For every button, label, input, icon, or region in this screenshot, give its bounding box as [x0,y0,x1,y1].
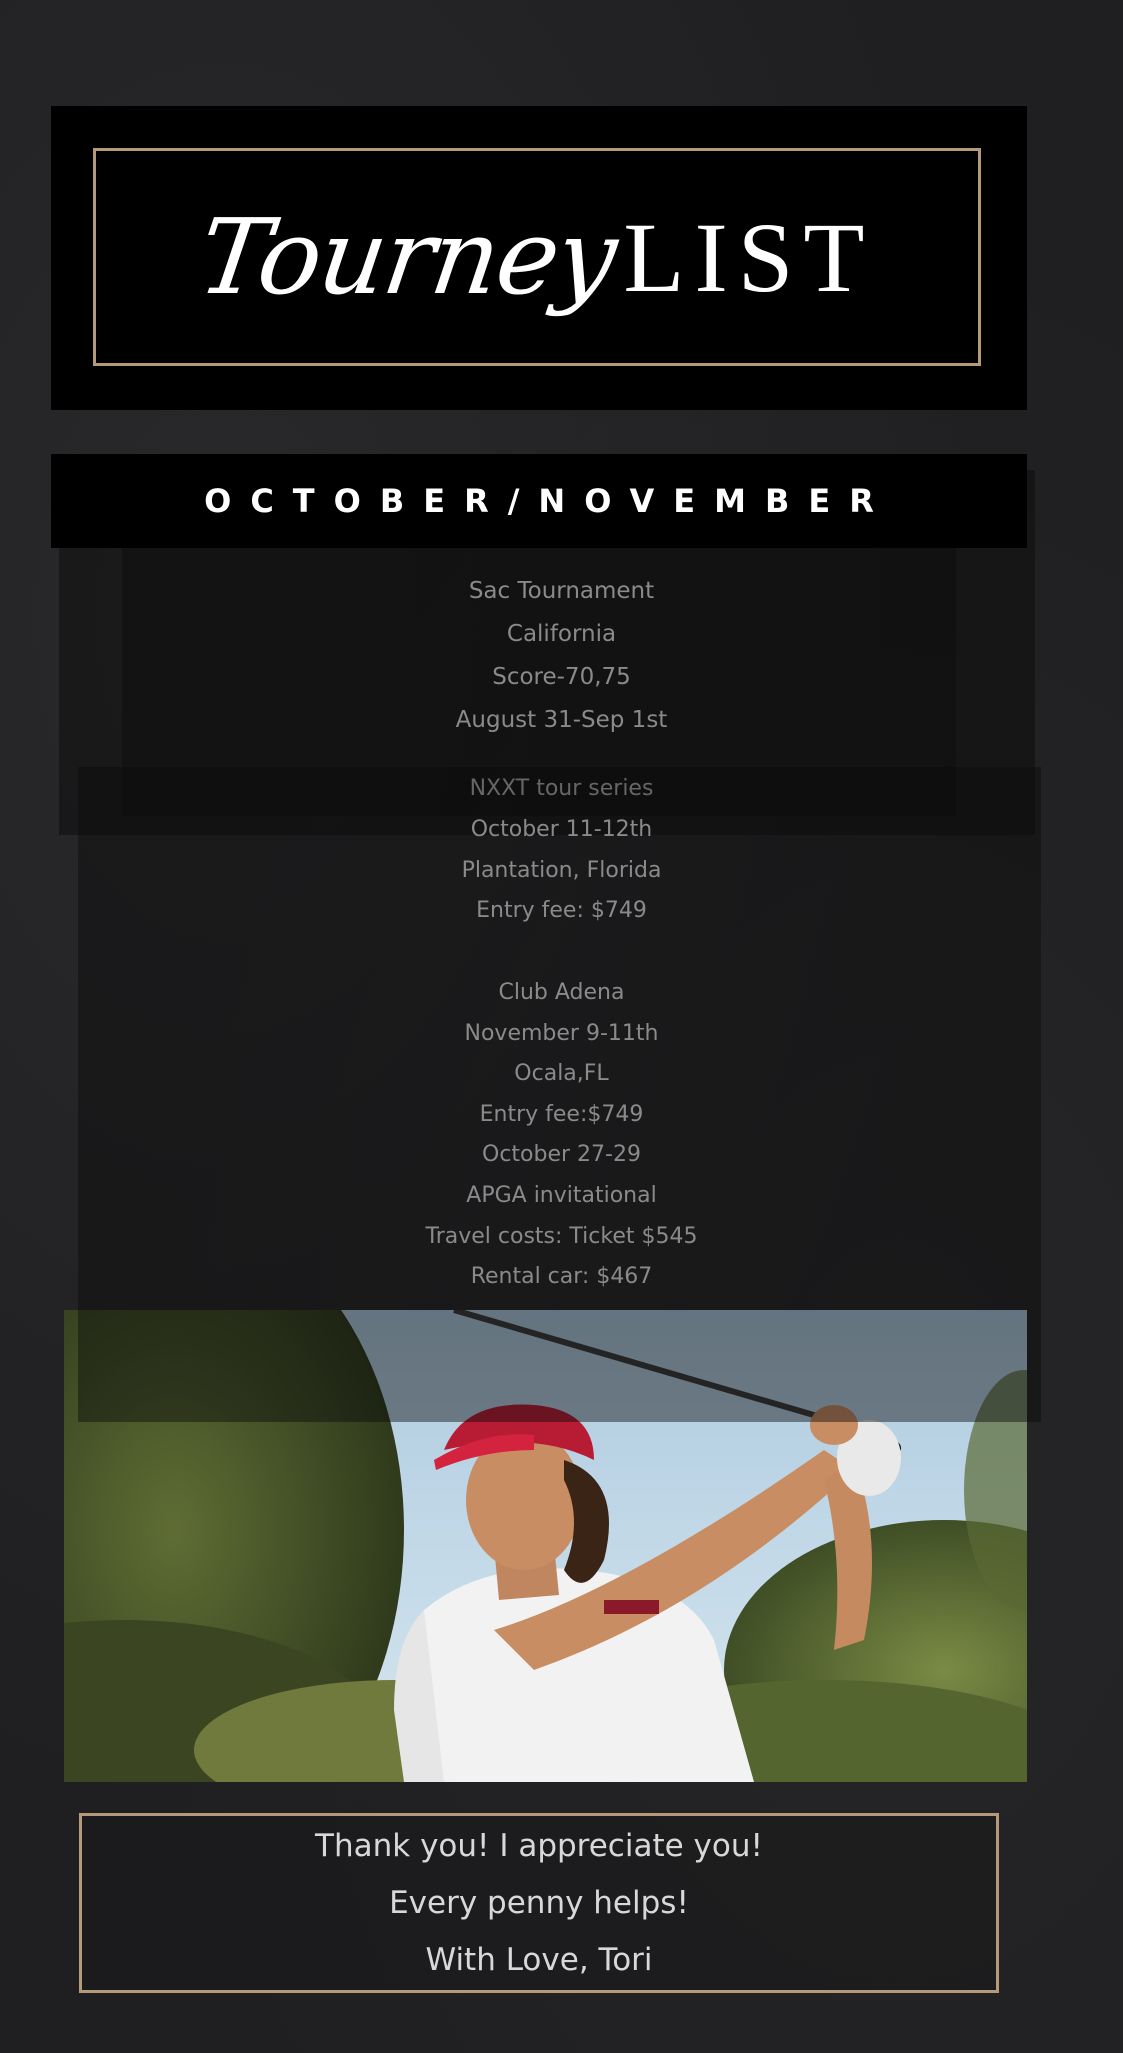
header-frame [93,148,981,366]
thank-you-box [79,1813,999,1993]
event-line: Travel costs: Ticket $545 [425,1224,698,1249]
month-band [51,454,1027,548]
header-banner [51,106,1027,410]
event-line: Ocala,FL [514,1061,609,1086]
signature-line: With Love, Tori [425,1941,653,1978]
event-line: Entry fee:$749 [479,1102,644,1127]
event-line: August 31-Sep 1st [455,707,668,733]
thank-you-line: Thank you! I appreciate you! [315,1827,763,1864]
thank-you-line: Every penny helps! [389,1884,689,1921]
event-line: APGA invitational [466,1183,657,1208]
title-caps: LIST [623,201,875,313]
title-script: Tourney [190,196,622,318]
event-line: Plantation, Florida [461,858,662,883]
event-line: October 11-12th [470,817,653,842]
event-line: California [506,621,617,647]
event-line: November 9-11th [464,1021,659,1046]
event-line: Entry fee: $749 [476,898,647,923]
event-line: Rental car: $467 [470,1264,653,1289]
event-line: Sac Tournament [468,578,655,604]
month-label: OCTOBER/NOVEMBER [204,482,893,520]
event-line: October 27-29 [482,1142,641,1167]
event-line: Club Adena [498,980,625,1005]
event-line: Score-70,75 [492,664,631,690]
event-line: NXXT tour series [469,776,654,801]
